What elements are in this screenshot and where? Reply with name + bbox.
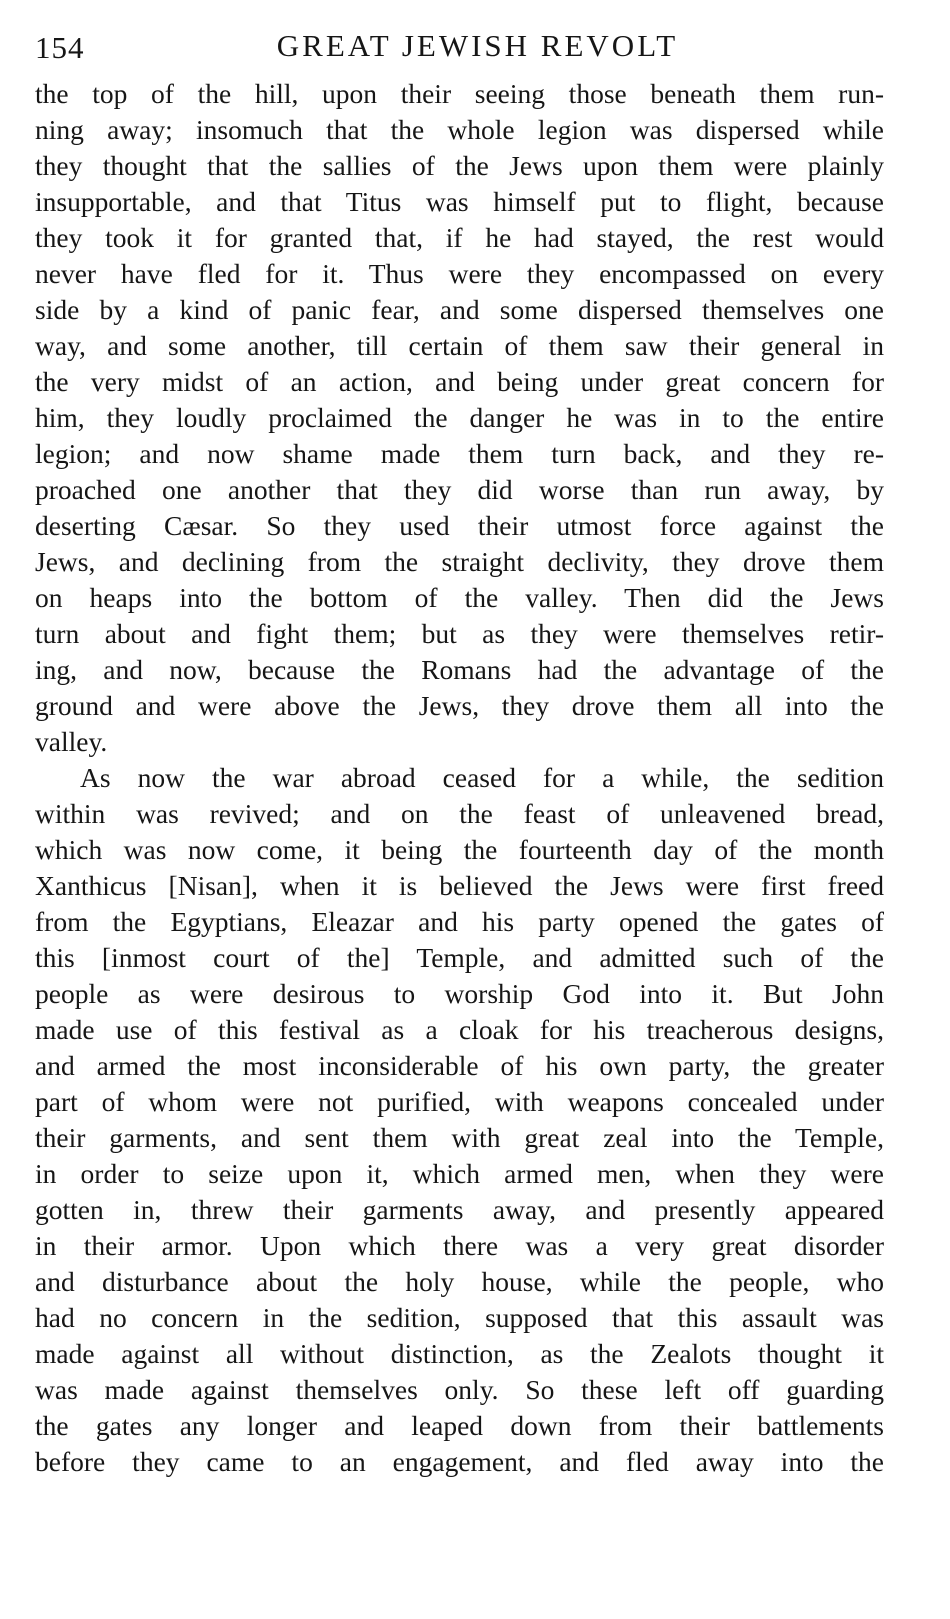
text-line: the gates any longer and leaped down from their battlements	[35, 1410, 884, 1441]
text-line: the very midst of an action, and being under great concern for	[35, 366, 884, 397]
text-line: proached one another that they did worse than run away, by	[35, 474, 884, 505]
text-line: in their armor. Upon which there was a very great disorder	[35, 1230, 884, 1261]
text-line: they took it for granted that, if he had stayed, the rest would	[35, 222, 884, 253]
text-line: on heaps into the bottom of the valley. Then did the Jews	[35, 582, 884, 613]
text-line: legion; and now shame made them turn back, and they re-	[35, 438, 884, 469]
text-line: they thought that the sallies of the Jews upon them were plainly	[35, 150, 884, 181]
text-line: valley.	[35, 726, 108, 757]
text-line: people as were desirous to worship God into it. But John	[35, 978, 884, 1009]
text-line: ing, and now, because the Romans had the advantage of the	[35, 654, 884, 685]
text-line: made use of this festival as a cloak for his treacherous designs,	[35, 1014, 884, 1045]
text-line: As now the war abroad ceased for a while, the sedition	[80, 762, 884, 793]
text-line: from the Egyptians, Eleazar and his party opened the gates of	[35, 906, 884, 937]
text-line: in order to seize upon it, which armed men, when they were	[35, 1158, 884, 1189]
running-head	[35, 22, 884, 76]
text-line: Xanthicus [Nisan], when it is believed the Jews were first freed	[35, 870, 884, 901]
text-line: the top of the hill, upon their seeing those beneath them run-	[35, 78, 884, 109]
text-line: had no concern in the sedition, supposed that this assault was	[35, 1302, 884, 1333]
text-line: their garments, and sent them with great zeal into the Temple,	[35, 1122, 884, 1153]
text-line: him, they loudly proclaimed the danger he was in to the entire	[35, 402, 884, 433]
text-line: side by a kind of panic fear, and some dispersed themselves one	[35, 294, 884, 325]
text-line: insupportable, and that Titus was himself put to flight, because	[35, 186, 884, 217]
text-line: gotten in, threw their garments away, and presently appeared	[35, 1194, 884, 1225]
text-line: way, and some another, till certain of them saw their general in	[35, 330, 884, 361]
page-number: 154	[35, 30, 85, 65]
text-line: and armed the most inconsiderable of his own party, the greater	[35, 1050, 884, 1081]
text-line: deserting Cæsar. So they used their utmost force against the	[35, 510, 884, 541]
text-line: ground and were above the Jews, they drove them all into the	[35, 690, 884, 721]
text-line: never have fled for it. Thus were they encompassed on every	[35, 258, 884, 289]
paragraph	[35, 76, 884, 760]
text-line: before they came to an engagement, and fled away into the	[35, 1446, 884, 1477]
text-line: made against all without distinction, as the Zealots thought it	[35, 1338, 884, 1369]
text-line: part of whom were not purified, with weapons concealed under	[35, 1086, 884, 1117]
text-line: was made against themselves only. So these left off guarding	[35, 1374, 884, 1405]
paragraph	[35, 760, 884, 1480]
body-text	[35, 76, 884, 1480]
book-page	[35, 22, 884, 1480]
text-line: ning away; insomuch that the whole legion was dispersed while	[35, 114, 884, 145]
text-line: within was revived; and on the feast of unleavened bread,	[35, 798, 884, 829]
text-line: Jews, and declining from the straight declivity, they drove them	[35, 546, 884, 577]
text-line: which was now come, it being the fourteenth day of the month	[35, 834, 884, 865]
text-line: and disturbance about the holy house, while the people, who	[35, 1266, 884, 1297]
text-line: this [inmost court of the] Temple, and admitted such of the	[35, 942, 884, 973]
text-line: turn about and fight them; but as they were themselves retir-	[35, 618, 884, 649]
running-title: GREAT JEWISH REVOLT	[276, 28, 679, 63]
